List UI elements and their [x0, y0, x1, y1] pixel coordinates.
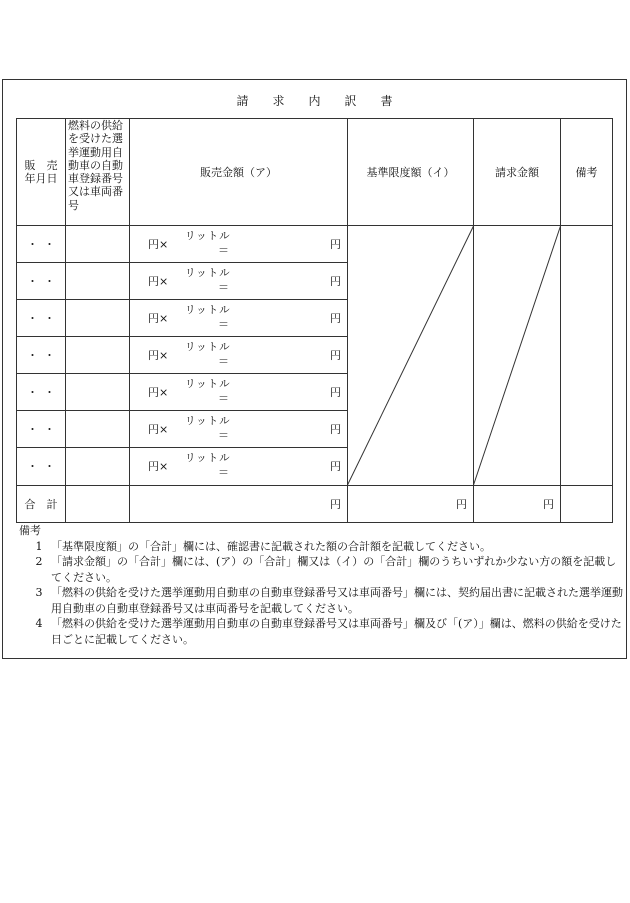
note-item: [27, 554, 625, 585]
note-item: [27, 585, 625, 616]
header-date: 販 売 年月日: [24, 159, 58, 185]
total-label: 合 計: [24, 497, 58, 511]
row-date: ・・: [27, 460, 61, 473]
note-number: 3: [35, 586, 43, 599]
row-equals: ＝: [218, 281, 229, 294]
row-equals: ＝: [218, 244, 229, 257]
row-date: ・・: [27, 423, 61, 436]
row-yen-times: 円×: [148, 460, 169, 473]
row-yen-times: 円×: [148, 349, 169, 362]
notes-list: [19, 539, 625, 648]
total-limit-yen: 円: [456, 498, 467, 511]
note-text: 「基準限度額」の「合計」欄には、確認書に記載された額の合計額を記載してください。: [51, 539, 491, 553]
row-date: ・・: [27, 312, 61, 325]
row-liter: リットル: [185, 378, 231, 390]
row-equals: ＝: [218, 429, 229, 442]
note-item: [27, 539, 625, 555]
row-yen-times: 円×: [148, 238, 169, 251]
row-yen: 円: [330, 460, 341, 473]
note-text: 「燃料の供給を受けた選挙運動用自動車の自動車登録番号又は車両番号」欄及び「(ア）」欄は、燃料の供給を受けた日ごとに記載してください。: [51, 617, 622, 646]
header-vehicle: 燃料の供給を受けた選挙運動用自動車の自動車登録番号又は車両番号: [68, 119, 123, 212]
row-yen: 円: [330, 275, 341, 288]
row-yen-times: 円×: [148, 423, 169, 436]
note-number: 2: [35, 555, 43, 568]
row-yen-times: 円×: [148, 386, 169, 399]
row-equals: ＝: [218, 355, 229, 368]
header-limit-amount: 基準限度額（イ）: [366, 165, 455, 179]
row-liter: リットル: [185, 304, 231, 316]
row-date: ・・: [27, 349, 61, 362]
header-claim-amount: 請求金額: [495, 165, 539, 179]
row-yen-times: 円×: [148, 275, 169, 288]
note-number: 1: [35, 539, 43, 553]
row-liter: リットル: [185, 415, 231, 427]
notes-section: [19, 523, 625, 647]
row-date: ・・: [27, 238, 61, 251]
row-equals: ＝: [218, 392, 229, 405]
row-equals: ＝: [218, 318, 229, 331]
note-item: [27, 616, 625, 647]
notes-heading: 備考: [19, 524, 41, 537]
row-equals: ＝: [218, 466, 229, 479]
row-yen: 円: [330, 349, 341, 362]
header-sales-amount: 販売金額（ア）: [200, 165, 277, 179]
row-yen-times: 円×: [148, 312, 169, 325]
note-text: 「燃料の供給を受けた選挙運動用自動車の自動車登録番号又は車両番号」欄には、契約届出書に記載された選挙運動用自動車の自動車登録番号又は車両番号を記載してください。: [51, 586, 623, 615]
row-yen: 円: [330, 238, 341, 251]
header-remarks: 備考: [575, 165, 598, 179]
row-liter: リットル: [185, 452, 231, 464]
note-text: 「請求金額」の「合計」欄には、(ア）の「合計」欄又は（イ）の「合計」欄のうちいずれか少ない方の額を記載してください。: [51, 555, 617, 584]
row-date: ・・: [27, 386, 61, 399]
document-title: 請求内訳書: [236, 94, 417, 108]
row-yen: 円: [330, 312, 341, 325]
note-number: 4: [35, 617, 43, 630]
row-liter: リットル: [185, 341, 231, 353]
row-date: ・・: [27, 275, 61, 288]
row-yen: 円: [330, 386, 341, 399]
row-liter: リットル: [185, 230, 231, 242]
row-yen: 円: [330, 423, 341, 436]
total-sales-yen: 円: [330, 498, 341, 511]
total-claim-yen: 円: [543, 498, 554, 511]
row-liter: リットル: [185, 267, 231, 279]
